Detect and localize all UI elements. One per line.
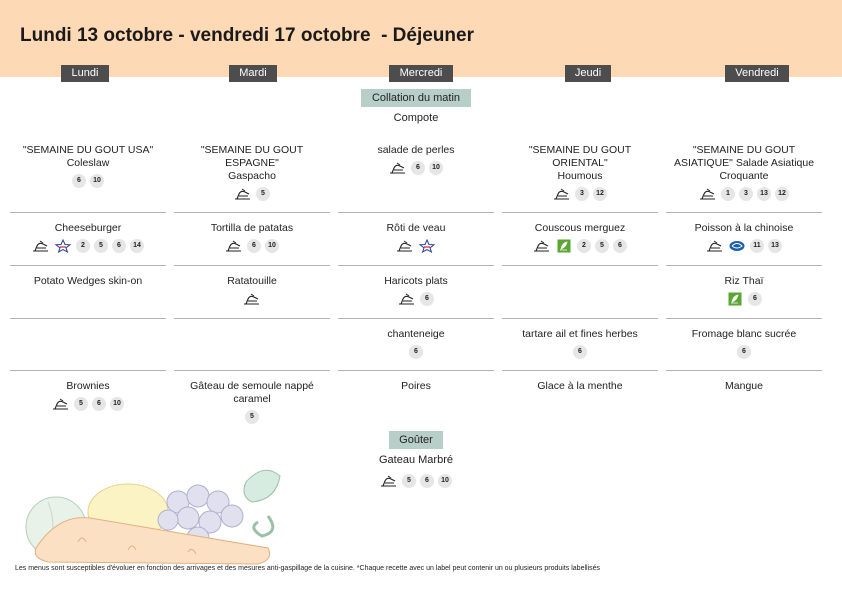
dish-name: Gâteau de semoule nappé caramel — [190, 380, 314, 405]
row-divider — [502, 265, 658, 266]
menu-cell — [666, 328, 822, 360]
allergen-badge: 14 — [130, 239, 144, 253]
allergen-badge: 6 — [409, 345, 423, 359]
day-tab-jeudi: Jeudi — [565, 65, 611, 82]
menu-cell — [666, 380, 822, 393]
allergen-badge: 6 — [72, 174, 86, 188]
dish-labels — [666, 238, 822, 254]
gouter-item: Gateau Marbré — [379, 454, 453, 466]
dish-name: Cheeseburger — [54, 222, 122, 234]
row-divider — [10, 265, 166, 266]
row-divider — [174, 265, 330, 266]
day-tab-mercredi: Mercredi — [389, 65, 453, 82]
row-divider — [666, 212, 822, 213]
row-divider — [174, 370, 330, 371]
chef-hat-icon — [389, 161, 407, 175]
dish-name: Couscous merguez — [534, 222, 626, 234]
menu-cell — [666, 275, 822, 307]
chef-hat-icon — [243, 292, 261, 306]
dish-name: tartare ail et fines herbes — [522, 328, 638, 340]
menu-cell — [502, 144, 658, 202]
allergen-badge: 6 — [420, 474, 434, 488]
fruit-vegetable-illustration — [18, 462, 288, 565]
dish-labels — [338, 238, 494, 254]
menu-cell — [338, 328, 494, 360]
dish-name: Poisson à la chinoise — [694, 222, 794, 234]
menu-cell — [502, 222, 658, 254]
allergen-badge: 13 — [768, 239, 782, 253]
dish-labels — [174, 291, 330, 307]
dish-name: Haricots plats — [384, 275, 448, 287]
dish-name: Brownies — [66, 380, 110, 392]
dish-name: "SEMAINE DU GOUT ESPAGNE" Gaspacho — [200, 144, 304, 182]
allergen-badge: 6 — [411, 161, 425, 175]
allergen-badge: 10 — [110, 397, 124, 411]
chef-hat-icon — [533, 239, 551, 253]
dish-labels — [338, 160, 494, 176]
row-divider — [666, 265, 822, 266]
allergen-badge: 1 — [721, 187, 735, 201]
allergen-badge: 12 — [775, 187, 789, 201]
chef-hat-icon — [225, 239, 243, 253]
allergen-badge: 13 — [757, 187, 771, 201]
allergen-badge: 2 — [76, 239, 90, 253]
row-divider — [10, 212, 166, 213]
chef-hat-icon — [398, 292, 416, 306]
allergen-badge: 6 — [247, 239, 261, 253]
dish-labels — [502, 238, 658, 254]
allergen-badge: 5 — [595, 239, 609, 253]
menu-cell — [10, 222, 166, 254]
menu-cell — [338, 380, 494, 393]
menu-cell — [10, 144, 166, 189]
chef-hat-icon — [52, 397, 70, 411]
allergen-badge: 5 — [402, 474, 416, 488]
dish-labels — [666, 344, 822, 360]
dish-labels — [666, 291, 822, 307]
row-divider — [338, 265, 494, 266]
dish-name: Poires — [401, 380, 431, 392]
dish-name: Tortilla de patatas — [210, 222, 294, 234]
dish-name: Glace à la menthe — [537, 380, 623, 392]
menu-cell — [10, 275, 166, 288]
dish-name: chanteneige — [387, 328, 445, 340]
allergen-badge: 10 — [90, 174, 104, 188]
chef-hat-icon — [234, 187, 252, 201]
dish-labels — [338, 291, 494, 307]
dish-labels — [666, 186, 822, 202]
allergen-badge: 6 — [613, 239, 627, 253]
menu-cell — [338, 222, 494, 254]
day-tab-vendredi: Vendredi — [725, 65, 789, 82]
allergen-badge: 6 — [737, 345, 751, 359]
gouter-icons — [316, 473, 516, 489]
dish-labels — [10, 173, 166, 189]
allergen-badge: 5 — [94, 239, 108, 253]
row-divider — [174, 212, 330, 213]
dish-labels — [174, 238, 330, 254]
dish-name: "SEMAINE DU GOUT ORIENTAL" Houmous — [528, 144, 632, 182]
allergen-badge: 6 — [420, 292, 434, 306]
menu-cell — [174, 222, 330, 254]
dish-labels — [10, 238, 166, 254]
allergen-badge: 10 — [429, 161, 443, 175]
collation-tag: Collation du matin — [361, 89, 471, 107]
footer-note: Les menus sont susceptibles d'évoluer en fonction des arrivages et des mesures anti-gaspillage de la cuisine. *Chaque recette avec un label peut contenir un ou plusieurs produits labellisés — [15, 565, 601, 572]
day-tab-mardi: Mardi — [229, 65, 277, 82]
allergen-badge: 5 — [245, 410, 259, 424]
chef-hat-icon — [380, 474, 398, 488]
dish-labels — [502, 344, 658, 360]
allergen-badge: 3 — [739, 187, 753, 201]
collation-item: Compote — [393, 112, 439, 124]
allergen-badge: 10 — [438, 474, 452, 488]
allergen-badge: 5 — [256, 187, 270, 201]
menu-cell — [174, 144, 330, 202]
row-divider — [10, 318, 166, 319]
allergen-badge: 2 — [577, 239, 591, 253]
row-divider — [338, 370, 494, 371]
menu-cell — [666, 222, 822, 254]
dish-name: Riz Thaï — [724, 275, 764, 287]
allergen-badge: 11 — [750, 239, 764, 253]
organic-leaf-icon — [726, 292, 744, 306]
dish-name: Potato Wedges skin-on — [33, 275, 143, 287]
row-divider — [666, 318, 822, 319]
menu-cell — [502, 380, 658, 393]
menu-cell — [502, 328, 658, 360]
allergen-badge: 6 — [112, 239, 126, 253]
dish-name: Ratatouille — [227, 275, 277, 287]
menu-cell — [10, 380, 166, 412]
dish-labels — [502, 186, 658, 202]
dish-name: Fromage blanc sucrée — [691, 328, 797, 340]
menu-cell — [174, 275, 330, 307]
row-divider — [502, 370, 658, 371]
chef-hat-icon — [706, 239, 724, 253]
french-origin-star-icon — [418, 239, 436, 253]
row-divider — [666, 370, 822, 371]
menu-cell — [666, 144, 822, 202]
chef-hat-icon — [32, 239, 50, 253]
dish-labels — [174, 186, 330, 202]
allergen-badge: 3 — [575, 187, 589, 201]
chef-hat-icon — [553, 187, 571, 201]
menu-cell — [174, 380, 330, 425]
allergen-badge: 6 — [92, 397, 106, 411]
row-divider — [502, 318, 658, 319]
page-title: Lundi 13 octobre - vendredi 17 octobre - Déjeuner — [20, 25, 474, 46]
organic-leaf-icon — [555, 239, 573, 253]
row-divider — [338, 212, 494, 213]
allergen-badge: 12 — [593, 187, 607, 201]
dish-labels — [10, 396, 166, 412]
chef-hat-icon — [396, 239, 414, 253]
dish-name: Rôti de veau — [386, 222, 446, 234]
allergen-badge: 6 — [573, 345, 587, 359]
row-divider — [338, 318, 494, 319]
french-origin-star-icon — [54, 239, 72, 253]
dish-name: Mangue — [725, 380, 763, 392]
dish-name: "SEMAINE DU GOUT USA" Coleslaw — [22, 144, 154, 169]
chef-hat-icon — [699, 187, 717, 201]
allergen-badge: 5 — [74, 397, 88, 411]
row-divider — [174, 318, 330, 319]
row-divider — [10, 370, 166, 371]
allergen-badge: 6 — [748, 292, 762, 306]
gouter-tag: Goûter — [389, 431, 443, 449]
dish-labels — [174, 409, 330, 425]
row-divider — [502, 212, 658, 213]
dish-name: salade de perles — [377, 144, 455, 156]
dish-name: "SEMAINE DU GOUT ASIATIQUE" Salade Asiatique Croquante — [673, 144, 815, 182]
day-tab-lundi: Lundi — [61, 65, 109, 82]
msc-fish-icon — [728, 239, 746, 253]
menu-cell — [338, 144, 494, 176]
dish-labels — [338, 344, 494, 360]
menu-cell — [338, 275, 494, 307]
allergen-badge: 10 — [265, 239, 279, 253]
